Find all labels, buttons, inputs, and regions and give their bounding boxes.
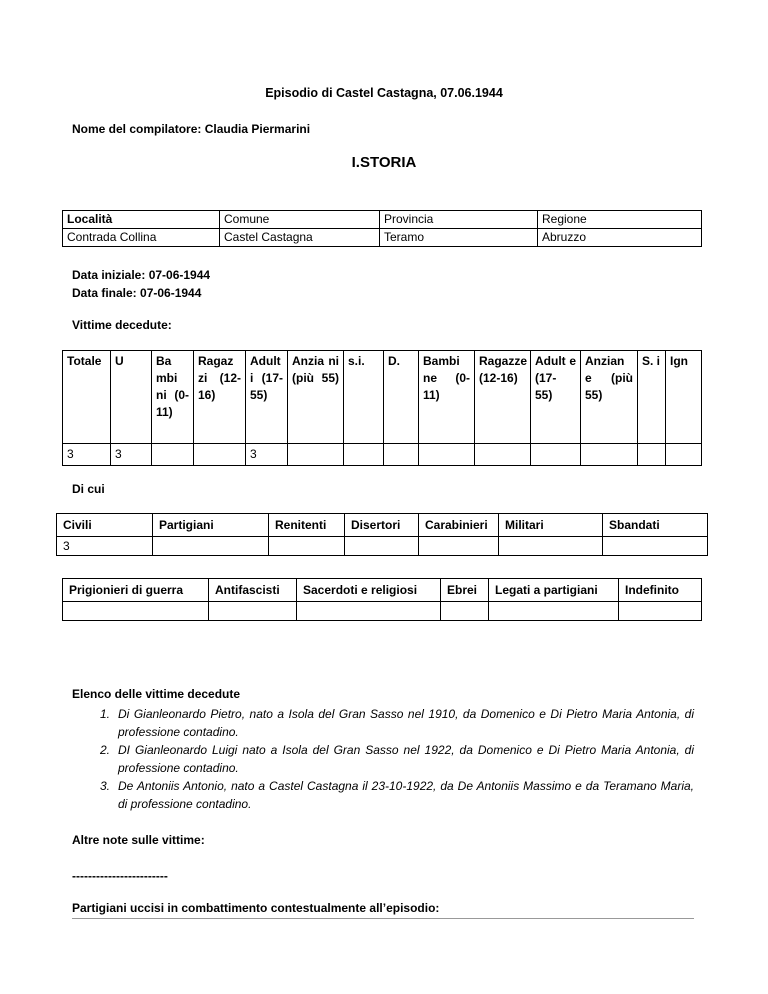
header-regione: Regione: [538, 211, 702, 229]
document-title: Episodio di Castel Castagna, 07.06.1944: [265, 86, 503, 100]
list-item: [100, 741, 694, 777]
header-ebrei: Ebrei: [441, 579, 489, 602]
victims-list: [100, 705, 694, 813]
header-donne: D.: [384, 351, 419, 444]
value-antifascisti: [209, 602, 297, 621]
header-civili: Civili: [57, 514, 153, 537]
section-divider: [72, 918, 694, 919]
header-adulti: Adult i (17- 55): [246, 351, 288, 444]
other-notes-value: ------------------------: [72, 869, 168, 883]
end-date: Data finale: 07-06-1944: [72, 286, 202, 300]
header-ragazzi: Ragaz zi (12- 16): [194, 351, 246, 444]
di-cui-label: Di cui: [72, 482, 105, 496]
value-si-donne: [638, 444, 666, 466]
value-bambini: [152, 444, 194, 466]
header-antifascisti: Antifascisti: [209, 579, 297, 602]
header-adulte: Adult e (17- 55): [531, 351, 581, 444]
section-title: I.STORIA: [351, 154, 417, 171]
header-militari: Militari: [499, 514, 603, 537]
value-si-uomini: [344, 444, 384, 466]
value-ragazze: [475, 444, 531, 466]
partisans-label: Partigiani uccisi in combattimento contestualmente all’episodio:: [72, 901, 440, 915]
header-totale: Totale: [63, 351, 111, 444]
header-localita: Località: [63, 211, 220, 229]
header-ragazze: Ragazze (12-16): [475, 351, 531, 444]
location-table: [62, 210, 702, 247]
header-ignoti: Ign: [666, 351, 702, 444]
other-notes-label: Altre note sulle vittime:: [72, 833, 205, 847]
category-value-row-1: [57, 537, 708, 556]
value-regione: Abruzzo: [538, 229, 702, 247]
value-ragazzi: [194, 444, 246, 466]
header-bambine: Bambi ne (0- 11): [419, 351, 475, 444]
value-adulte: [531, 444, 581, 466]
compiler-name: Nome del compilatore: Claudia Piermarini: [72, 122, 311, 136]
category-value-row-2: [63, 602, 702, 621]
category-table-1: [56, 513, 708, 556]
header-partigiani: Partigiani: [153, 514, 269, 537]
value-disertori: [345, 537, 419, 556]
value-civili: 3: [57, 537, 153, 556]
list-item-number: 3.: [100, 779, 111, 793]
value-provincia: Teramo: [380, 229, 538, 247]
value-militari: [499, 537, 603, 556]
header-provincia: Provincia: [380, 211, 538, 229]
value-partigiani: [153, 537, 269, 556]
victims-table: [62, 350, 702, 466]
category-header-row-2: [63, 579, 702, 602]
dates-block: [72, 266, 210, 302]
value-legati-partigiani: [489, 602, 619, 621]
header-sbandati: Sbandati: [603, 514, 708, 537]
list-item-text: DI Gianleonardo Luigi nato a Isola del Gran Sasso nel 1922, da Domenico e Di Pietro Maria Antonia, di professione contadino.: [118, 743, 694, 775]
start-date: Data iniziale: 07-06-1944: [72, 268, 211, 282]
list-item-number: 1.: [100, 707, 111, 721]
value-carabinieri: [419, 537, 499, 556]
value-uomini: 3: [111, 444, 152, 466]
header-uomini: U: [111, 351, 152, 444]
value-bambine: [419, 444, 475, 466]
category-header-row-1: [57, 514, 708, 537]
value-ignoti: [666, 444, 702, 466]
list-item: [100, 777, 694, 813]
header-anziane: Anzian e (più 55): [581, 351, 638, 444]
value-comune: Castel Castagna: [220, 229, 380, 247]
value-prigionieri: [63, 602, 209, 621]
victims-label: Vittime decedute:: [72, 318, 172, 332]
list-item-number: 2.: [100, 743, 111, 757]
value-ebrei: [441, 602, 489, 621]
list-item-text: Di Gianleonardo Pietro, nato a Isola del Gran Sasso nel 1910, da Domenico e Di Pietro Maria Antonia, di professione contadino.: [118, 707, 694, 739]
header-legati-partigiani: Legati a partigiani: [489, 579, 619, 602]
value-sbandati: [603, 537, 708, 556]
value-localita: Contrada Collina: [63, 229, 220, 247]
header-renitenti: Renitenti: [269, 514, 345, 537]
value-indefinito: [619, 602, 702, 621]
header-disertori: Disertori: [345, 514, 419, 537]
location-header-row: [63, 211, 702, 229]
header-si-donne: S. i: [638, 351, 666, 444]
value-adulti: 3: [246, 444, 288, 466]
list-item: [100, 705, 694, 741]
location-value-row: [63, 229, 702, 247]
header-indefinito: Indefinito: [619, 579, 702, 602]
victims-list-title: Elenco delle vittime decedute: [72, 687, 241, 701]
header-carabinieri: Carabinieri: [419, 514, 499, 537]
value-donne: [384, 444, 419, 466]
header-prigionieri: Prigionieri di guerra: [63, 579, 209, 602]
header-sacerdoti: Sacerdoti e religiosi: [297, 579, 441, 602]
value-anziani: [288, 444, 344, 466]
list-item-text: De Antoniis Antonio, nato a Castel Castagna il 23-10-1922, da De Antoniis Massimo e da Teramano Maria, di professione contadino.: [118, 779, 694, 811]
category-table-2: [62, 578, 702, 621]
header-si-uomini: s.i.: [344, 351, 384, 444]
victims-value-row: [63, 444, 702, 466]
value-anziane: [581, 444, 638, 466]
victims-header-row: [63, 351, 702, 444]
header-anziani: Anzia ni (più 55): [288, 351, 344, 444]
value-totale: 3: [63, 444, 111, 466]
value-sacerdoti: [297, 602, 441, 621]
header-bambini: Ba mbi ni (0- 11): [152, 351, 194, 444]
header-comune: Comune: [220, 211, 380, 229]
value-renitenti: [269, 537, 345, 556]
